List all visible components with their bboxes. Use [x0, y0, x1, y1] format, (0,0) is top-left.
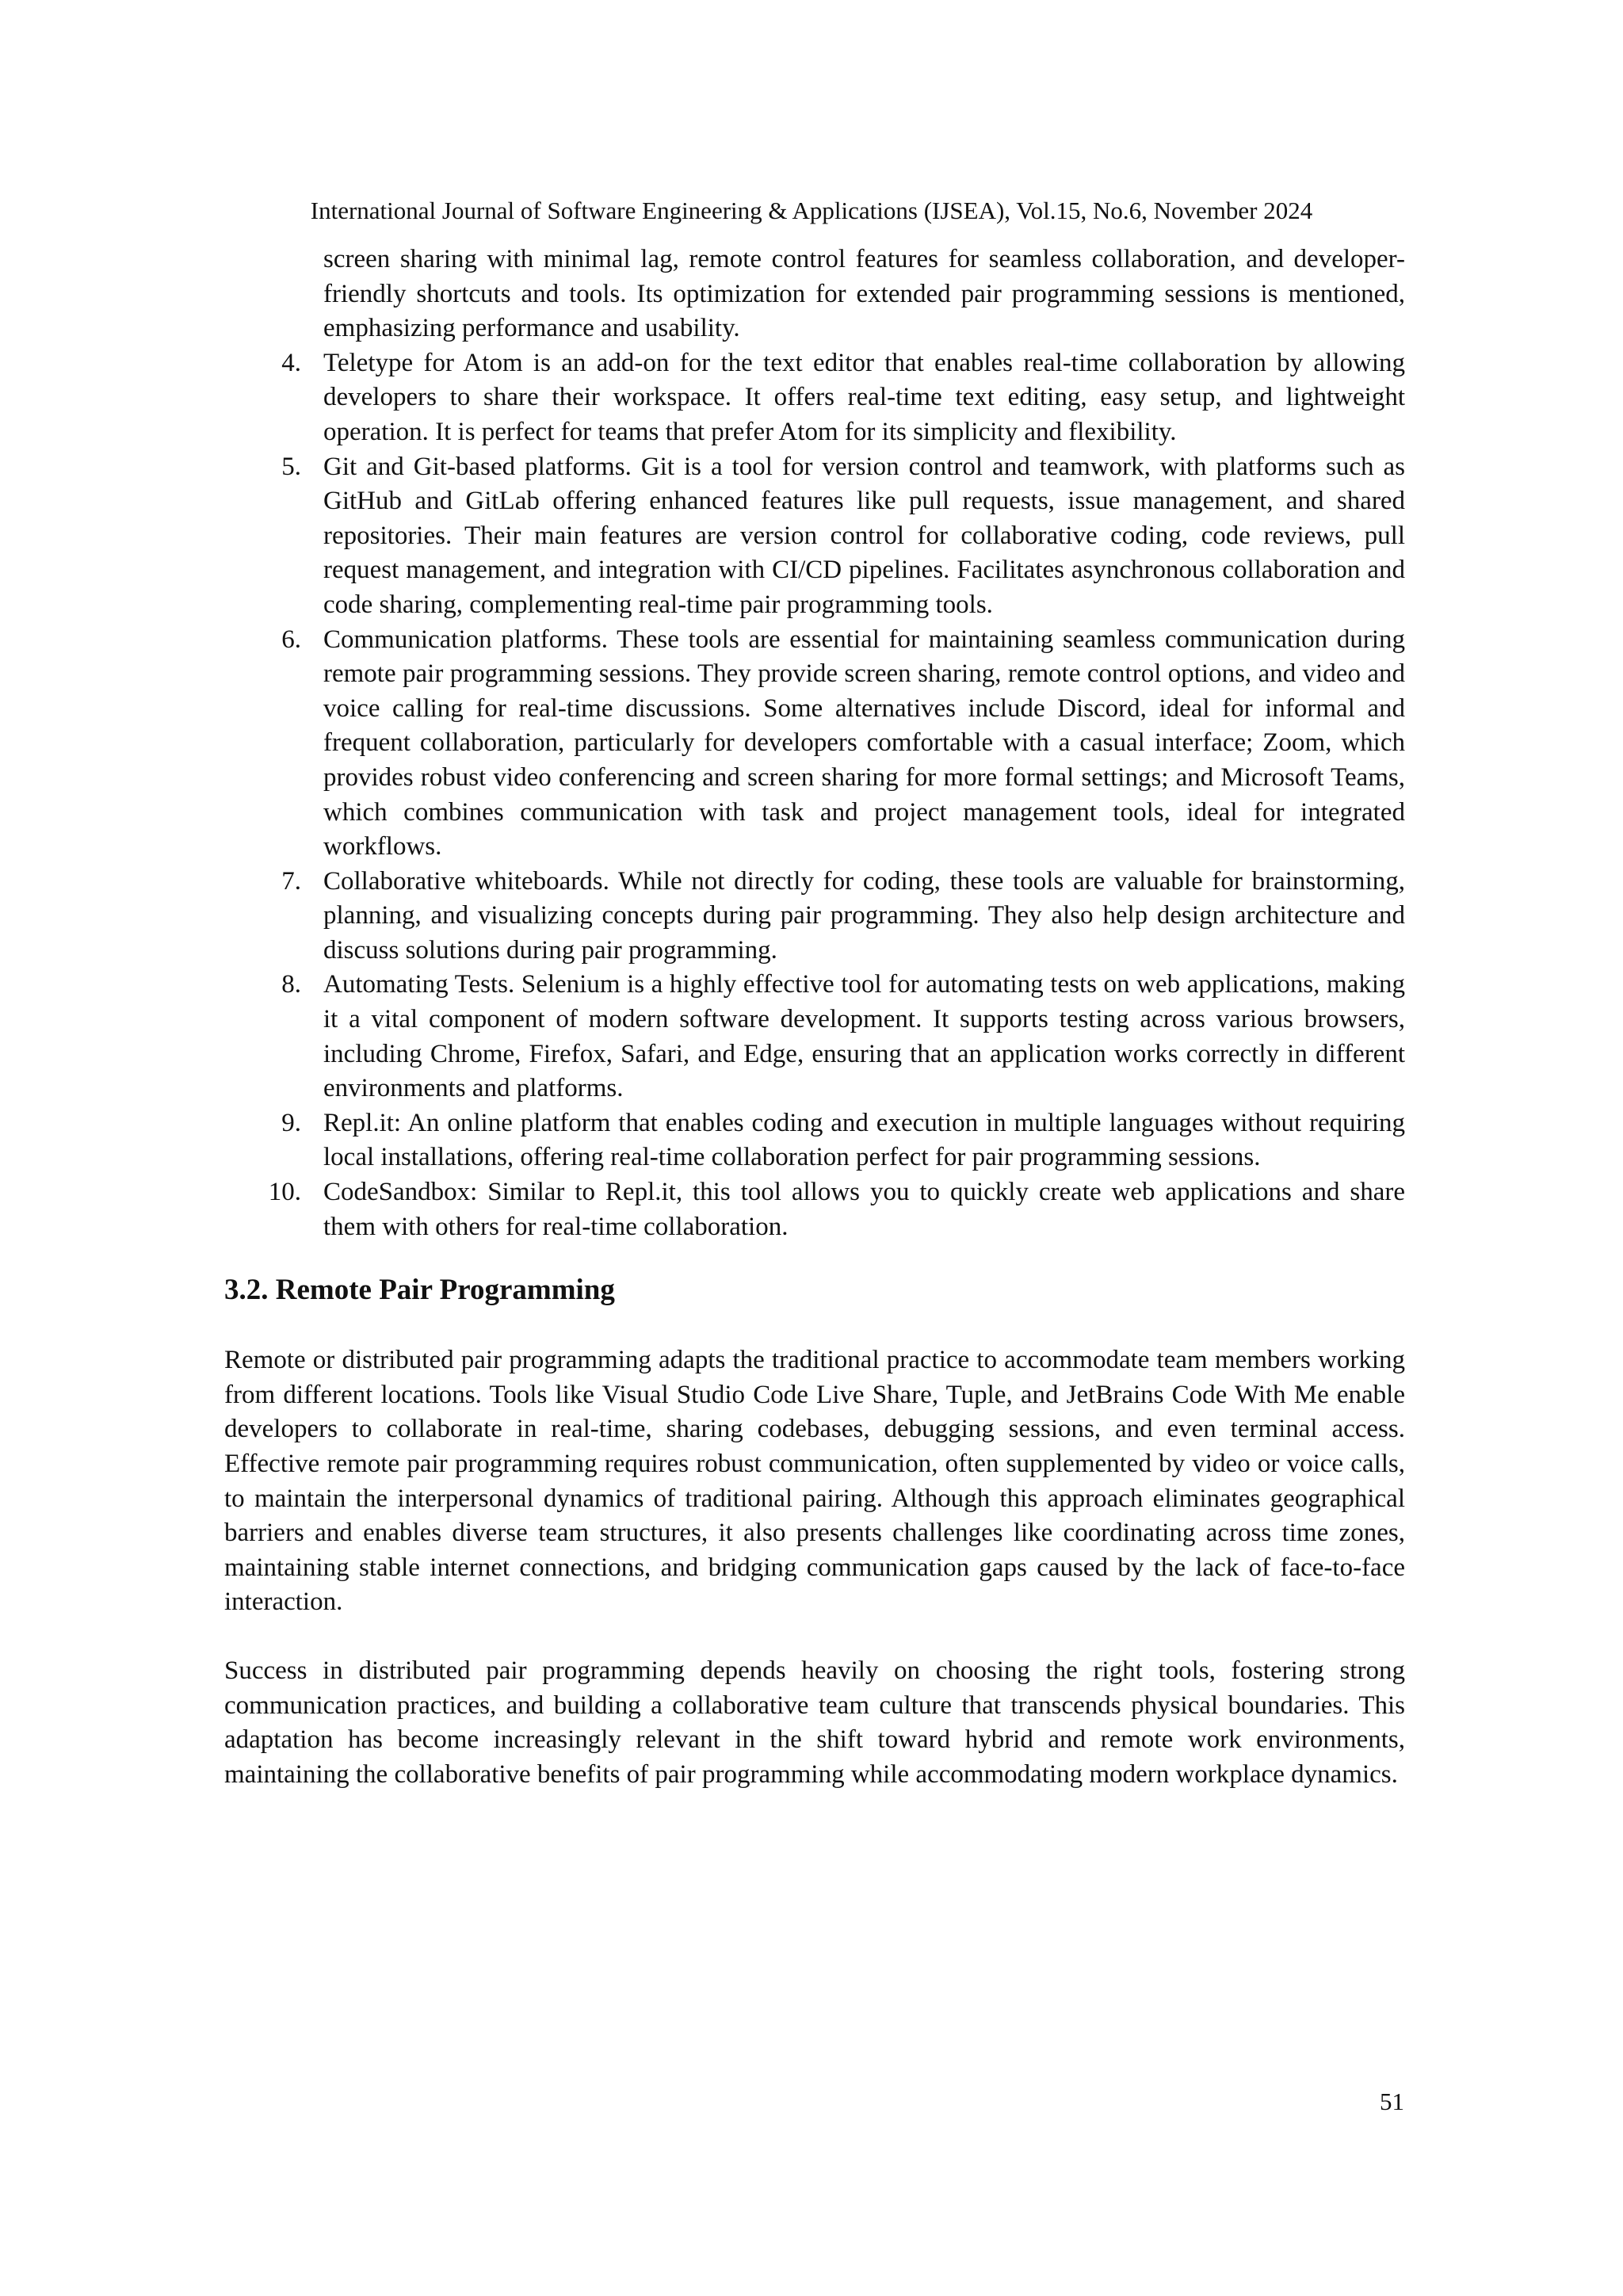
- body-paragraph: Remote or distributed pair programming adapts the traditional practice to accommodate team members working from different locations. Tools like Visual Studio Code Live Share, Tuple, and JetBrains Code With Me enable developers to collaborate in real-time, sharing codebases, debugging sessions, and even terminal access. Effective remote pair programming requires robust communication, often supplemented by video or voice calls, to maintain the interpersonal dynamics of traditional pairing. Although this approach eliminates geographical barriers and enables diverse team structures, it also presents challenges like coordinating across time zones, maintaining stable internet connections, and bridging communication gaps caused by the lack of face-to-face interaction.: [224, 1346, 1405, 1617]
- list-item-number: 4.: [281, 348, 301, 377]
- list-item-text: Communication platforms. These tools are essential for maintaining seamless communication during remote pair programming sessions. They provide screen sharing, remote control options, and video and voice calling for real-time discussions. Some alternatives include Discord, ideal for informal and frequent collaboration, particularly for developers comfortable with a casual interface; Zoom, which provides robust video conferencing and screen sharing for more formal settings; and Microsoft Teams, which combines communication with task and project management tools, ideal for integrated workflows.: [323, 625, 1405, 861]
- list-item-number: 7.: [281, 866, 301, 896]
- page-content: [224, 243, 1405, 1792]
- list-item-text: Repl.it: An online platform that enables coding and execution in multiple languages without requiring local installations, offering real-time collaboration perfect for pair programming sessions.: [323, 1108, 1405, 1172]
- list-item-number: 8.: [281, 970, 301, 999]
- list-item-6: [224, 623, 1405, 865]
- tools-list: [224, 243, 1405, 1244]
- list-item-text: Collaborative whiteboards. While not directly for coding, these tools are valuable for brainstorming, planning, and visualizing concepts during pair programming. They also help design architecture and discuss solutions during pair programming.: [323, 866, 1405, 965]
- list-item-number: 10.: [268, 1178, 301, 1207]
- list-item-text: Teletype for Atom is an add-on for the text editor that enables real-time collaboration by allowing developers to share their workspace. It offers real-time text editing, easy setup, and lightweight operation. It is perfect for teams that prefer Atom for its simplicity and flexibility.: [323, 348, 1405, 446]
- list-item-text: screen sharing with minimal lag, remote control features for seamless collaboration, and developer-friendly shortcuts and tools. Its optimization for extended pair programming sessions is mentioned, emphasizing performance and usability.: [323, 245, 1405, 343]
- running-header: International Journal of Software Engineering & Applications (IJSEA), Vol.15, No.6, November 2024: [310, 197, 1313, 224]
- list-item-5: [224, 450, 1405, 623]
- page-number: 51: [1380, 2088, 1404, 2115]
- list-item-4: [224, 346, 1405, 450]
- list-item-text: Automating Tests. Selenium is a highly effective tool for automating tests on web applications, making it a vital component of modern software development. It supports testing across various browsers, including Chrome, Firefox, Safari, and Edge, ensuring that an application works correctly in different environments and platforms.: [323, 970, 1405, 1103]
- list-item-7: [224, 865, 1405, 968]
- list-item-text: Git and Git-based platforms. Git is a tool for version control and teamwork, with platforms such as GitHub and GitLab offering enhanced features like pull requests, issue management, and shared repositories. Their main features are version control for collaborative coding, code reviews, pull request management, and integration with CI/CD pipelines. Facilitates asynchronous collaboration and code sharing, complementing real-time pair programming tools.: [323, 452, 1405, 619]
- list-item-number: 6.: [281, 625, 301, 654]
- section-heading: 3.2. Remote Pair Programming: [224, 1274, 615, 1307]
- list-item-number: 9.: [281, 1108, 301, 1137]
- list-item-continuation: [224, 243, 1405, 346]
- list-item-number: 5.: [281, 452, 301, 481]
- list-item-9: [224, 1106, 1405, 1175]
- body-paragraph: Success in distributed pair programming depends heavily on choosing the right tools, fostering strong communication practices, and building a collaborative team culture that transcends physical boundaries. This adaptation has become increasingly relevant in the shift toward hybrid and remote work environments, maintaining the collaborative benefits of pair programming while accommodating modern workplace dynamics.: [224, 1656, 1405, 1789]
- list-item-8: [224, 968, 1405, 1106]
- list-item-text: CodeSandbox: Similar to Repl.it, this tool allows you to quickly create web applications and share them with others for real-time collaboration.: [323, 1178, 1405, 1241]
- list-item-10: [224, 1175, 1405, 1244]
